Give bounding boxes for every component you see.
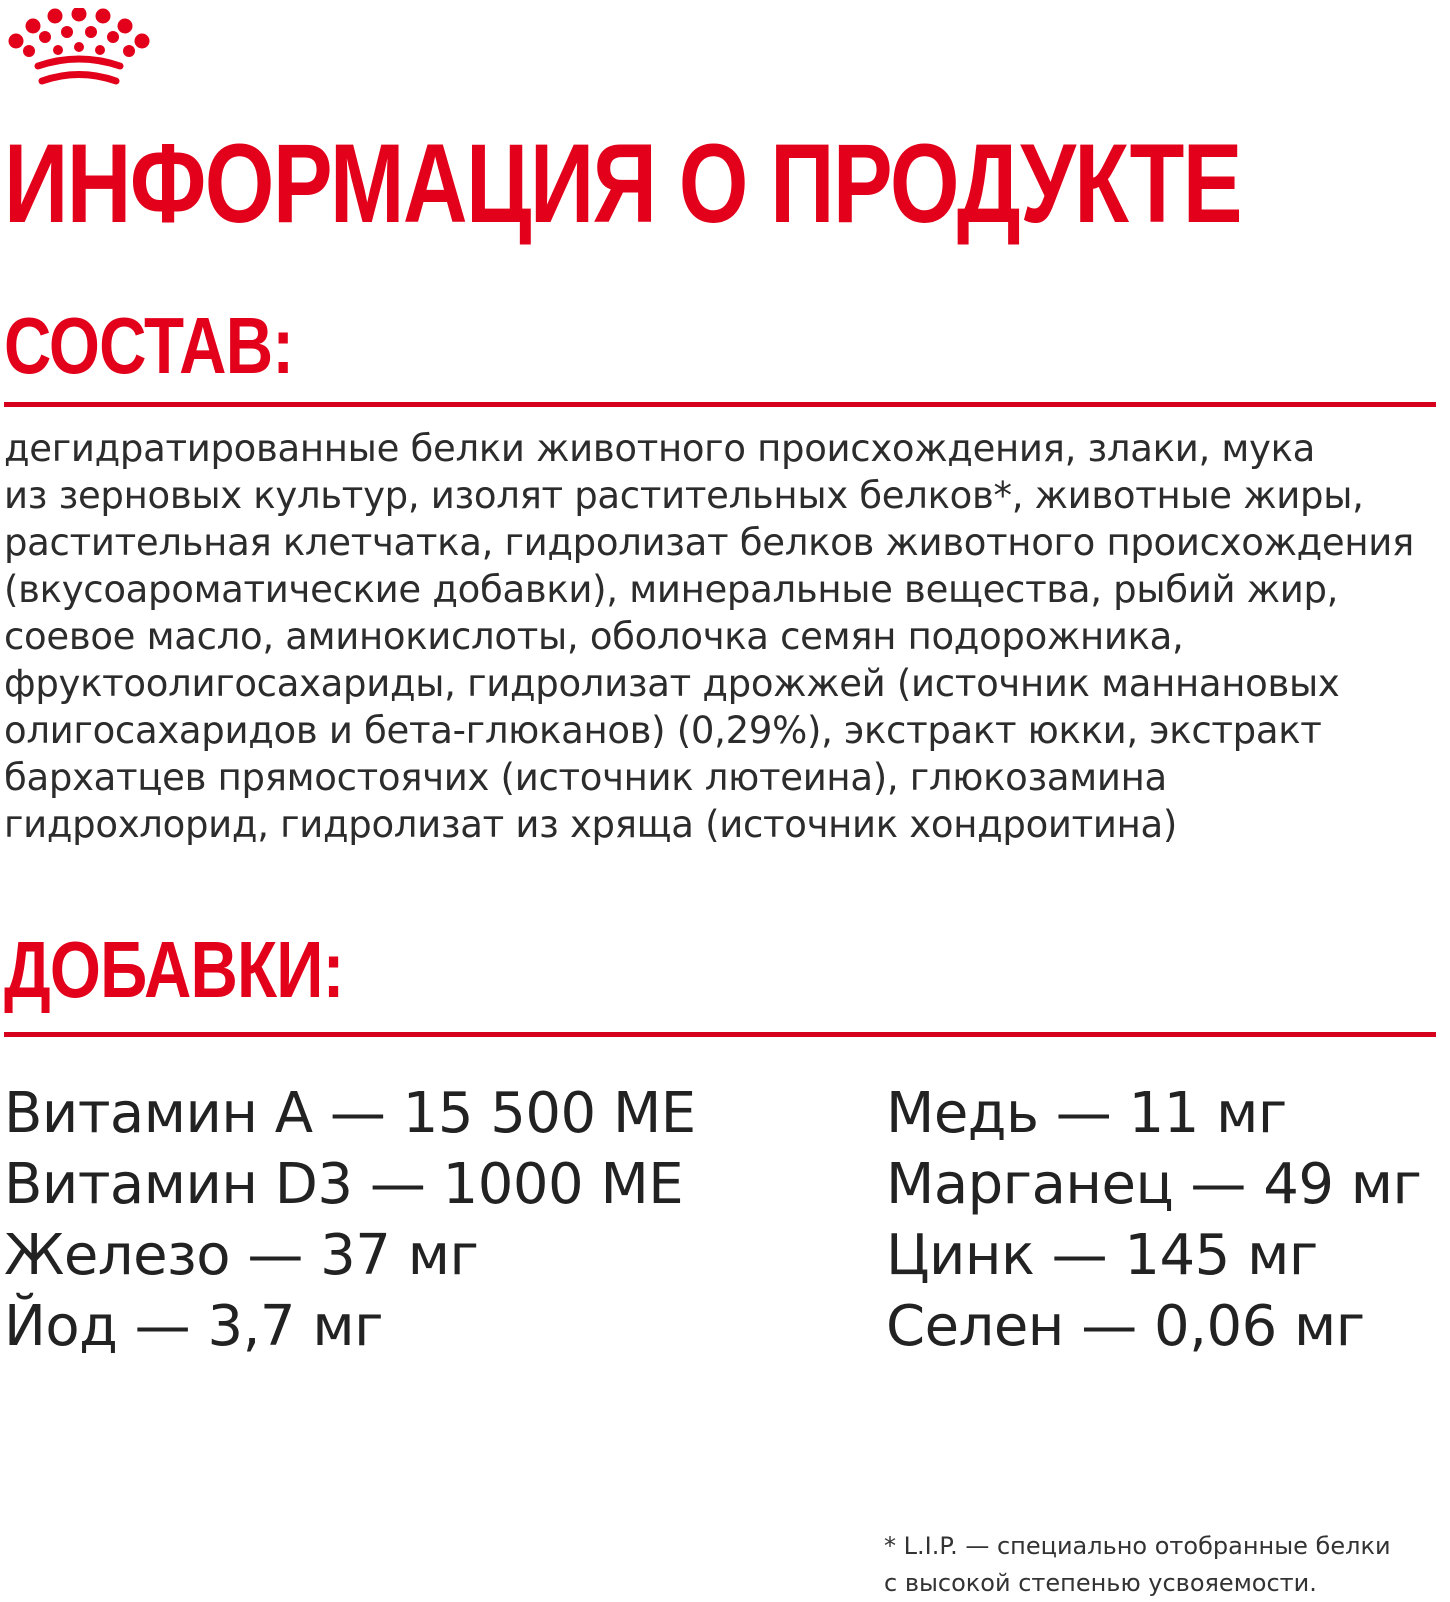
composition-line: бархатцев прямостоячих (источник лютеина), глюкозамина	[4, 756, 1167, 799]
composition-line: фруктоолигосахариды, гидролизат дрожжей (источник маннановых	[4, 662, 1340, 705]
additive-item: Железо — 37 мг	[4, 1223, 479, 1288]
composition-line: олигосахаридов и бета-глюканов) (0,29%), экстракт юкки, экстракт	[4, 709, 1322, 752]
additive-item: Селен — 0,06 мг	[886, 1294, 1365, 1359]
composition-line: из зерновых культур, изолят растительных белков*, животные жиры,	[4, 474, 1364, 517]
additive-item: Марганец — 49 мг	[886, 1152, 1422, 1217]
composition-line: гидрохлорид, гидролизат из хряща (источник хондроитина)	[4, 803, 1178, 846]
additives-list-left	[4, 1078, 696, 1362]
composition-line: (вкусоароматические добавки), минеральные вещества, рыбий жир,	[4, 568, 1339, 611]
composition-text	[4, 425, 1434, 848]
additive-item: Медь — 11 мг	[886, 1081, 1287, 1146]
footnote-line: * L.I.P. — специально отобранные белки	[884, 1532, 1391, 1560]
additives-list-right	[886, 1078, 1421, 1362]
additive-item: Йод — 3,7 мг	[4, 1294, 383, 1359]
footnote	[884, 1528, 1450, 1602]
additive-item: Витамин D3 — 1000 МЕ	[4, 1152, 684, 1217]
crown-logo-icon	[8, 8, 150, 90]
additive-item: Цинк — 145 мг	[886, 1223, 1318, 1288]
composition-line: растительная клетчатка, гидролизат белков животного происхождения	[4, 521, 1414, 564]
composition-heading: СОСТАВ:	[4, 301, 294, 390]
page-title: ИНФОРМАЦИЯ О ПРОДУКТЕ	[4, 121, 1241, 246]
additives-divider	[4, 1032, 1436, 1037]
composition-divider	[4, 402, 1436, 407]
composition-line: дегидратированные белки животного происхождения, злаки, мука	[4, 427, 1316, 470]
composition-line: соевое масло, аминокислоты, оболочка семян подорожника,	[4, 615, 1184, 658]
footnote-line: с высокой степенью усвояемости.	[884, 1569, 1317, 1597]
additive-item: Витамин А — 15 500 МЕ	[4, 1081, 696, 1146]
additives-heading: ДОБАВКИ:	[4, 925, 344, 1014]
